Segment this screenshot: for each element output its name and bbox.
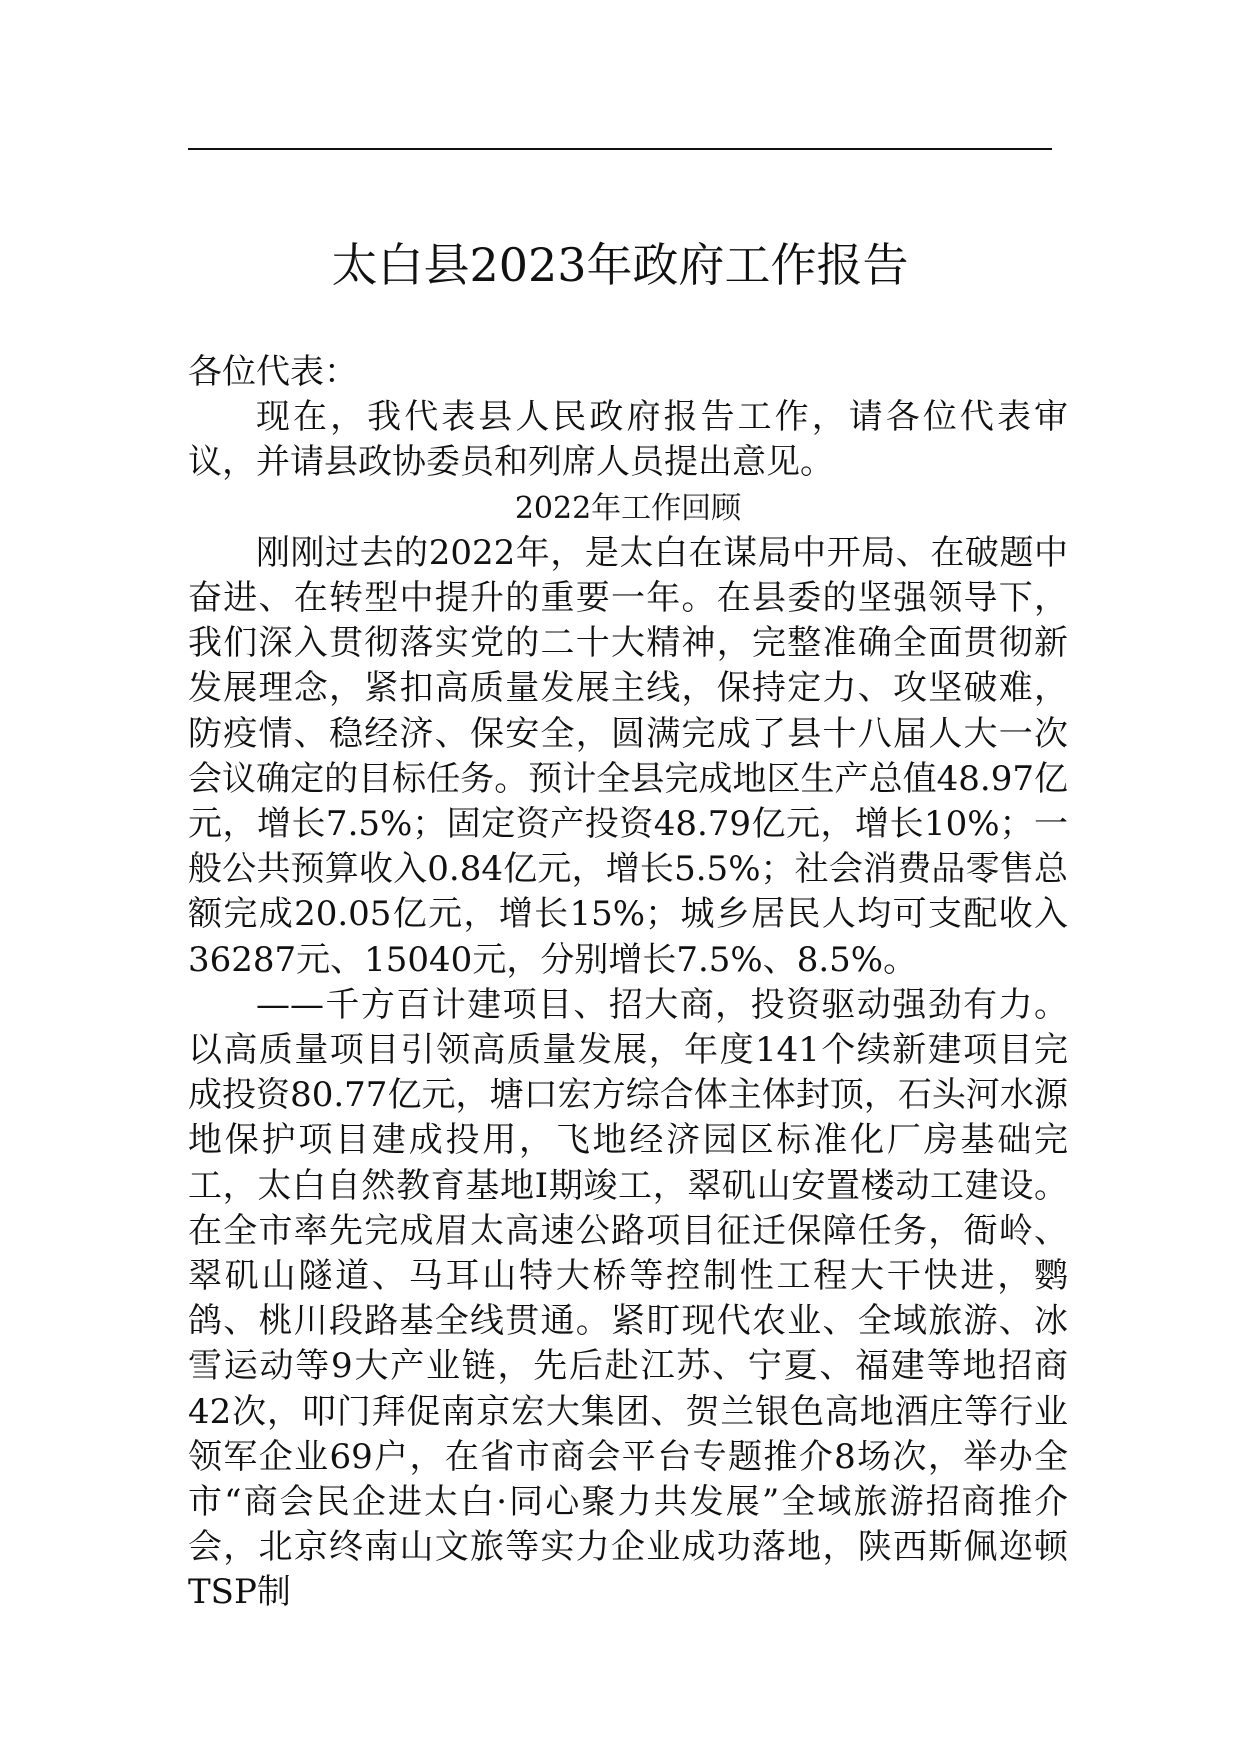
salutation: 各位代表：	[188, 352, 358, 392]
review-paragraph-1: 刚刚过去的2022年，是太白在谋局中开局、在破题中奋进、在转型中提升的重要一年。在县委的坚强领导下，我们深入贯彻落实党的二十大精神，完整准确全面贯彻新发展理念，紧扣高质量发展主线，保持定力、攻坚破难，防疫情、稳经济、保安全，圆满完成了县十八届人大一次会议确定的目标任务。预计全县完成地区生产总值48.97亿元，增长7.5%；固定资产投资48.79亿元，增长10%；一般公共预算收入0.84亿元，增长5.5%；社会消费品零售总额完成20.05亿元，增长15%；城乡居民人均可支配收入36287元、15040元，分别增长7.5%、8.5%。	[188, 532, 1068, 980]
opening-paragraph: 现在，我代表县人民政府报告工作，请各位代表审议，并请县政协委员和列席人员提出意见。	[188, 397, 1068, 483]
document-title: 太白县2023年政府工作报告	[331, 238, 909, 292]
review-paragraph-2: ——千方百计建项目、招大商，投资驱动强劲有力。以高质量项目引领高质量发展，年度141个续新建项目完成投资80.77亿元，塘口宏方综合体主体封顶，石头河水源地保护项目建成投用，飞地经济园区标准化厂房基础完工，太白自然教育基地Ⅰ期竣工，翠矶山安置楼动工建设。在全市率先完成眉太高速公路项目征迁保障任务，衙岭、翠矶山隧道、马耳山特大桥等控制性工程大干快进，鹦鸽、桃川段路基全线贯通。紧盯现代农业、全域旅游、冰雪运动等9大产业链，先后赴江苏、宁夏、福建等地招商42次，叩门拜促南京宏大集团、贺兰银色高地酒庄等行业领军企业69户，在省市商会平台专题推介8场次，举办全市“商会民企进太白·同心聚力共发展”全域旅游招商推介会，北京终南山文旅等实力企业成功落地，陕西斯佩迩顿TSP制	[188, 984, 1068, 1613]
document-body	[188, 350, 1068, 1616]
header-rule	[188, 148, 1052, 150]
section-heading: 2022年工作回顾	[514, 490, 742, 526]
